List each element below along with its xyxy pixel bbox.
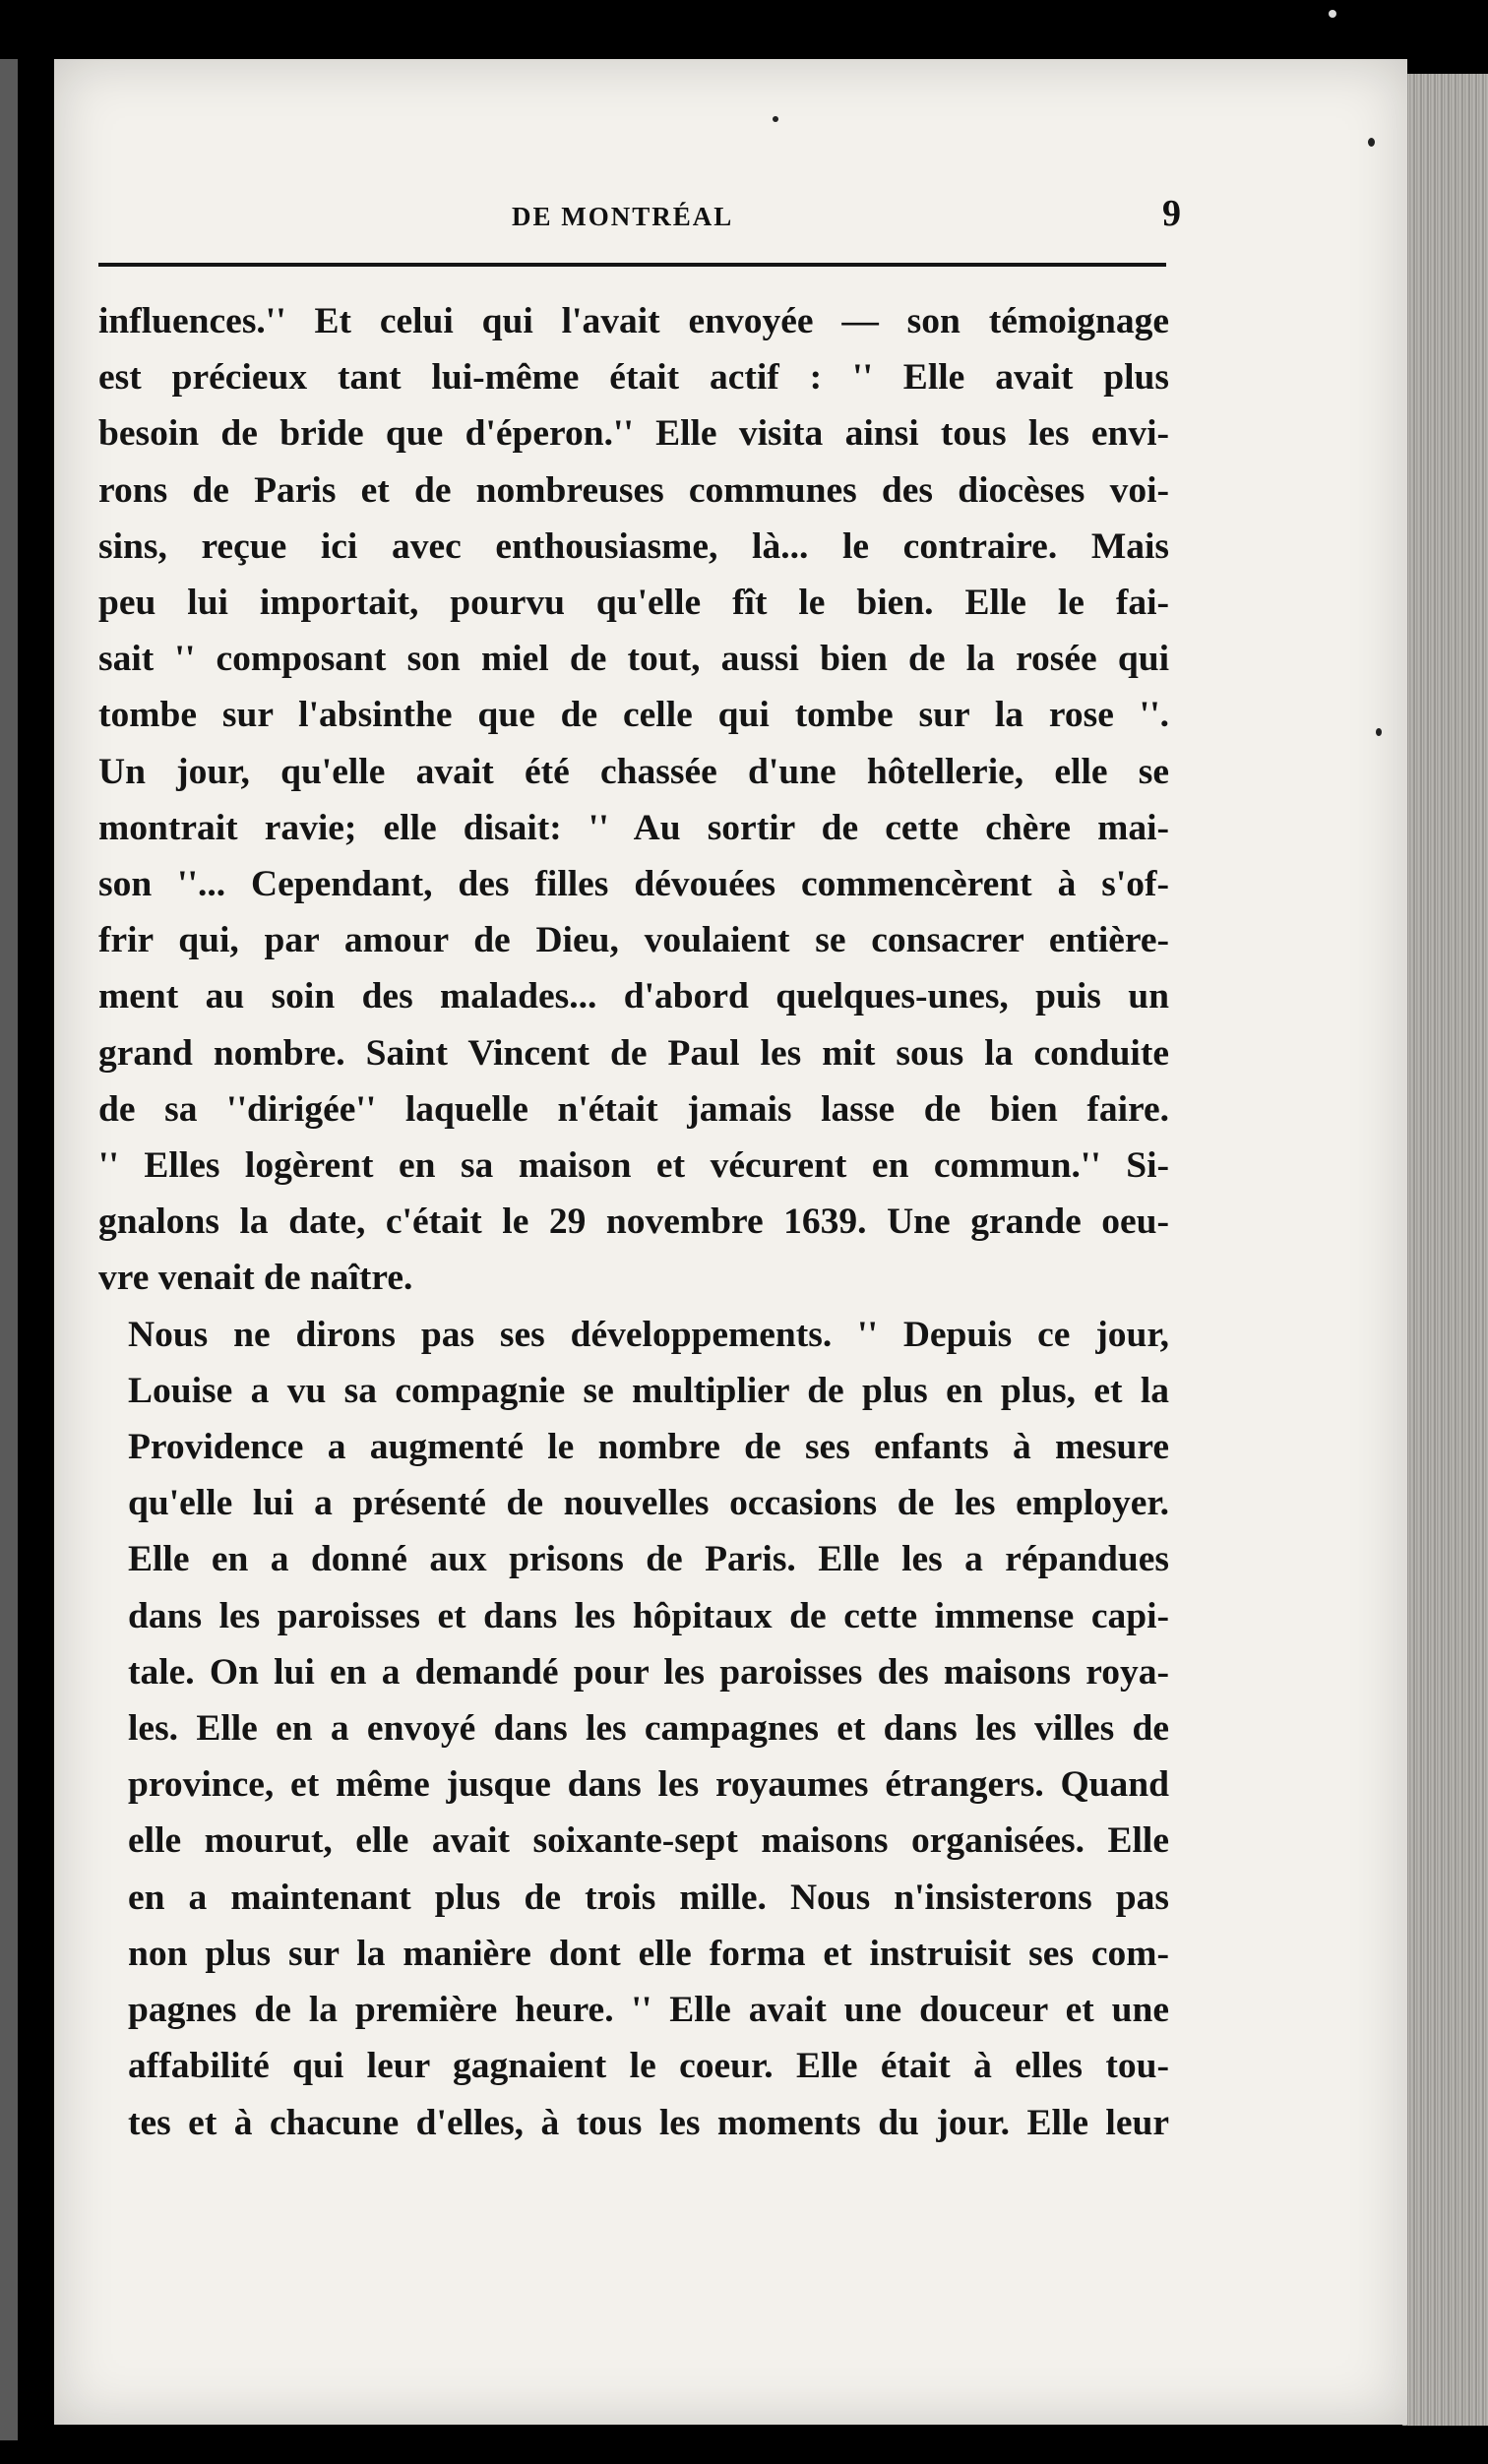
text-line: ment au soin des malades... d'abord quelques-unes, puis un — [98, 976, 1169, 1017]
text-line: province, et même jusque dans les royaumes étrangers. Quand — [128, 1764, 1169, 1806]
text-line: affabilité qui leur gagnaient le coeur. Elle était à elles tou- — [128, 2046, 1169, 2087]
text-line: montrait ravie; elle disait: '' Au sortir de cette chère mai- — [98, 807, 1169, 848]
page-number: 9 — [1162, 193, 1181, 234]
text-line: est précieux tant lui-même était actif : '' Elle avait plus — [98, 357, 1169, 399]
text-line: tombe sur l'absinthe que de celle qui tombe sur la rose ''. — [98, 695, 1169, 736]
text-line: pagnes de la première heure. '' Elle avait une douceur et une — [128, 1990, 1169, 2031]
text-line: tale. On lui en a demandé pour les paroisses des maisons roya- — [128, 1651, 1169, 1693]
text-line: vre venait de naître. — [98, 1258, 413, 1299]
body-text — [98, 293, 1169, 2151]
text-line: de sa ''dirigée'' laquelle n'était jamais lasse de bien faire. — [98, 1088, 1169, 1130]
text-line: Nous ne dirons pas ses développements. '' Depuis ce jour, — [128, 1314, 1169, 1355]
page-edges — [1402, 74, 1488, 2426]
scan-speck — [1368, 138, 1375, 147]
text-line: Louise a vu sa compagnie se multiplier de plus en plus, et la — [128, 1370, 1169, 1411]
text-line: grand nombre. Saint Vincent de Paul les mit sous la conduite — [98, 1032, 1169, 1074]
text-line: en a maintenant plus de trois mille. Nous n'insisterons pas — [128, 1877, 1169, 1918]
text-line: tes et à chacune d'elles, à tous les moments du jour. Elle leur — [128, 2102, 1169, 2143]
page-header — [98, 192, 1181, 241]
text-line: Un jour, qu'elle avait été chassée d'une hôtellerie, elle se — [98, 751, 1169, 792]
text-line: peu lui importait, pourvu qu'elle fît le bien. Elle le fai- — [98, 583, 1169, 624]
text-line: influences.'' Et celui qui l'avait envoyée — son témoignage — [98, 301, 1169, 341]
text-line: les. Elle en a envoyé dans les campagnes et dans les villes de — [128, 1708, 1169, 1750]
text-line: Providence a augmenté le nombre de ses enfants à mesure — [128, 1427, 1169, 1468]
running-title: DE MONTRÉAL — [512, 202, 734, 231]
text-line: son ''... Cependant, des filles dévouées commencèrent à s'of- — [98, 864, 1169, 905]
text-line: rons de Paris et de nombreuses communes des diocèses voi- — [98, 469, 1169, 511]
text-line: sins, reçue ici avec enthousiasme, là... le contraire. Mais — [98, 525, 1169, 567]
text-line: non plus sur la manière dont elle forma et instruisit ses com- — [128, 1933, 1169, 1974]
header-rule — [98, 263, 1166, 267]
scan-speck — [1329, 10, 1336, 18]
book-spine-shadow — [0, 59, 18, 2440]
paragraph-1 — [98, 293, 1169, 1307]
text-line: besoin de bride que d'éperon.'' Elle visita ainsi tous les envi- — [98, 413, 1169, 455]
text-line: qu'elle lui a présenté de nouvelles occasions de les employer. — [128, 1483, 1169, 1524]
text-line: '' Elles logèrent en sa maison et vécurent en commun.'' Si- — [98, 1145, 1169, 1187]
scan-speck — [773, 116, 778, 122]
text-line: gnalons la date, c'était le 29 novembre 1639. Une grande oeu- — [98, 1201, 1169, 1243]
text-line: dans les paroisses et dans les hôpitaux de cette immense capi- — [128, 1595, 1169, 1636]
scan-speck — [1376, 728, 1382, 736]
text-line: elle mourut, elle avait soixante-sept maisons organisées. Elle — [128, 1820, 1169, 1862]
text-line: sait '' composant son miel de tout, aussi bien de la rosée qui — [98, 639, 1169, 680]
paragraph-2 — [98, 1307, 1169, 2151]
text-line: Elle en a donné aux prisons de Paris. Elle les a répandues — [128, 1539, 1169, 1580]
text-line: frir qui, par amour de Dieu, voulaient se consacrer entière- — [98, 920, 1169, 961]
